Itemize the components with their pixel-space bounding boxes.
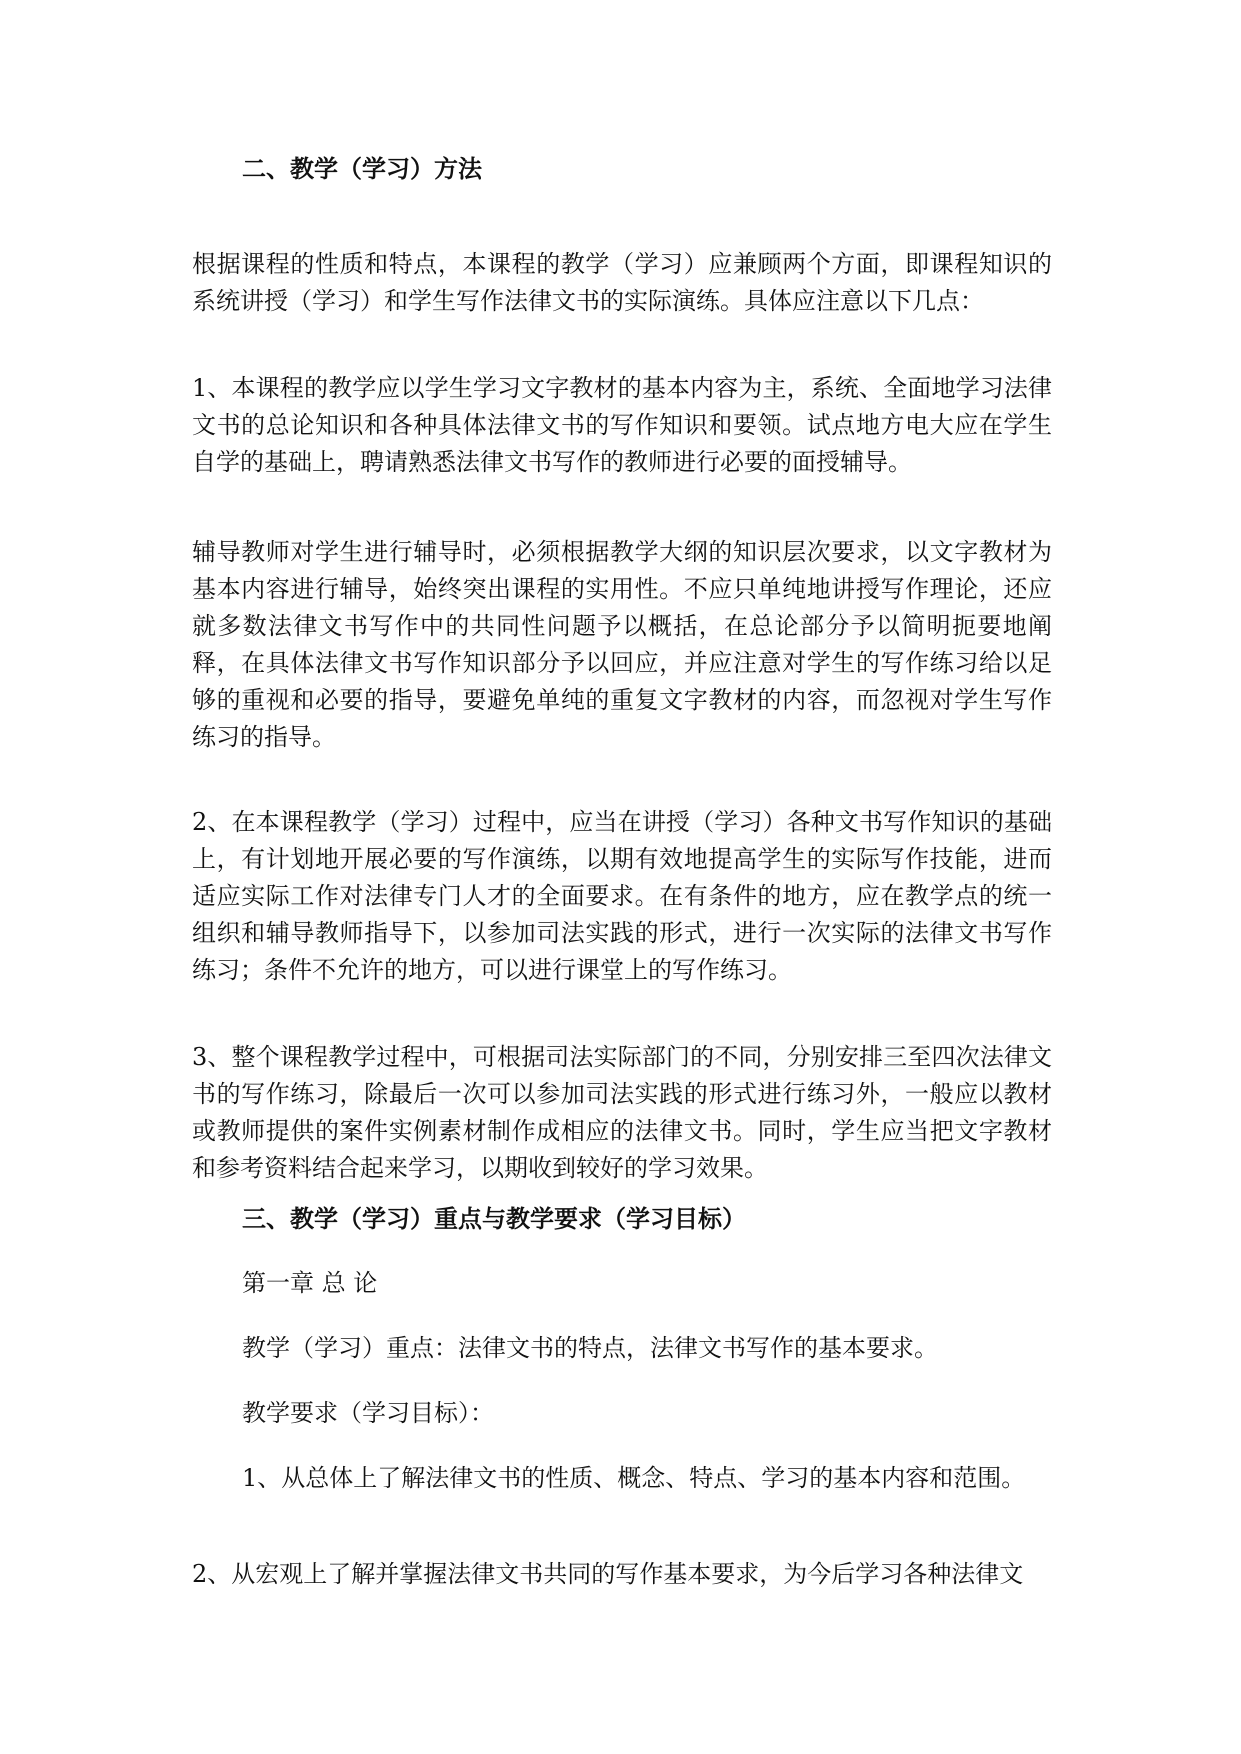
point-2-paragraph: 2、在本课程教学（学习）过程中，应当在讲授（学习）各种文书写作知识的基础上，有计划地开展必要的写作演练，以期有效地提高学生的实际写作技能，进而适应实际工作对法律专门人才的全面要求。在有条件的地方，应在教学点的统一组织和辅导教师指导下，以参加司法实践的形式，进行一次实际的法律文书写作练习；条件不允许的地方，可以进行课堂上的写作练习。 [192, 808, 1052, 984]
point-3-paragraph: 3、整个课程教学过程中，可根据司法实际部门的不同，分别安排三至四次法律文书的写作练习，除最后一次可以参加司法实践的形式进行练习外，一般应以教材或教师提供的案件实例素材制作成相应的法律文书。同时，学生应当把文字教材和参考资料结合起来学习，以期收到较好的学习效果。 [192, 1043, 1052, 1182]
requirements-label: 教学要求（学习目标）： [242, 1399, 494, 1427]
tutor-paragraph: 辅导教师对学生进行辅导时，必须根据教学大纲的知识层次要求，以文字教材为基本内容进行辅导，始终突出课程的实用性。不应只单纯地讲授写作理论，还应就多数法律文书写作中的共同性问题予以概括，在总论部分予以简明扼要地阐释，在具体法律文书写作知识部分予以回应，并应注意对学生的写作练习给以足够的重视和必要的指导，要避免单纯的重复文字教材的内容，而忽视对学生写作练习的指导。 [192, 538, 1052, 751]
requirement-2: 2、从宏观上了解并掌握法律文书共同的写作基本要求，为今后学习各种法律文 [192, 1560, 1024, 1588]
section-heading-teaching-methods: 二、教学（学习）方法 [242, 154, 482, 183]
intro-paragraph: 根据课程的性质和特点，本课程的教学（学习）应兼顾两个方面，即课程知识的系统讲授（学习）和学生写作法律文书的实际演练。具体应注意以下几点： [192, 250, 1052, 315]
key-points-line: 教学（学习）重点：法律文书的特点，法律文书写作的基本要求。 [242, 1334, 938, 1362]
chapter-title: 第一章 总 论 [242, 1269, 378, 1297]
requirement-1: 1、从总体上了解法律文书的性质、概念、特点、学习的基本内容和范围。 [242, 1464, 1026, 1492]
point-1-paragraph: 1、本课程的教学应以学生学习文字教材的基本内容为主，系统、全面地学习法律文书的总论知识和各种具体法律文书的写作知识和要领。试点地方电大应在学生自学的基础上，聘请熟悉法律文书写作的教师进行必要的面授辅导。 [192, 374, 1052, 476]
section-heading-key-points: 三、教学（学习）重点与教学要求（学习目标） [242, 1204, 746, 1233]
